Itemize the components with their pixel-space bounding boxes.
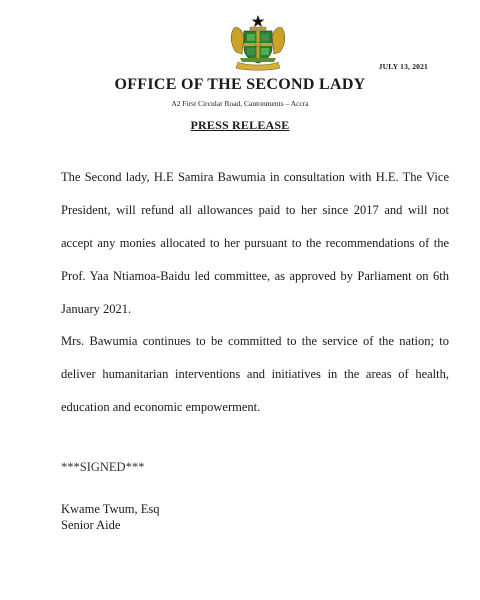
- signed-mark: ***SIGNED***: [61, 460, 145, 474]
- body-paragraph-2: Mrs. Bawumia continues to be committed to the service of the nation; to deliver humanitarian interventions and initiatives in the areas of health, education and economic empowerment.: [61, 334, 449, 414]
- signatory-title: Senior Aide: [61, 518, 121, 532]
- release-date: JULY 13, 2021: [378, 62, 428, 71]
- office-address: A2 First Circular Road, Cantonments – Accra: [171, 99, 309, 108]
- signatory-name: Kwame Twum, Esq: [61, 502, 160, 516]
- office-title: OFFICE OF THE SECOND LADY: [114, 76, 366, 93]
- body-paragraph-1: The Second lady, H.E Samira Bawumia in consultation with H.E. The Vice President, will refund all allowances paid to her since 2017 and will not accept any monies allocated to her pursuant to the recommendations of the Prof. Yaa Ntiamoa-Baidu led committee, as approved by Parliament on 6th January 2021.: [61, 170, 449, 316]
- press-release-heading: PRESS RELEASE: [190, 118, 290, 132]
- coat-of-arms-emblem-icon: [228, 14, 288, 72]
